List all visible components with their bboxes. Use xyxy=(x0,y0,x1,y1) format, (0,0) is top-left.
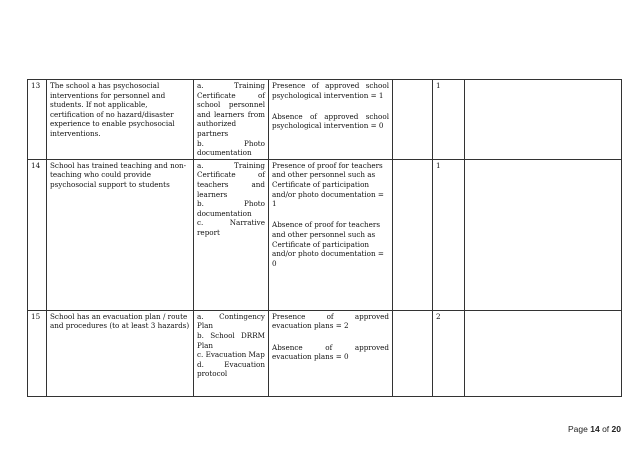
criteria-item: Absence of approved evacuation plans = 0 xyxy=(272,342,389,362)
mov-item: a. Training Certificate of teachers and learners xyxy=(197,160,265,199)
mov-item: b. Photo documentation xyxy=(197,138,265,158)
page-footer xyxy=(568,424,621,434)
points-value: 2 xyxy=(433,310,465,396)
means-of-verification xyxy=(194,310,269,396)
criteria-item: Presence of approved school psychological intervention = 1 xyxy=(272,81,389,100)
item-number: 15 xyxy=(28,310,47,396)
points-value: 1 xyxy=(433,80,465,160)
remarks-cell xyxy=(465,310,622,396)
scoring-criteria xyxy=(269,159,393,310)
mov-item: a. Contingency Plan xyxy=(197,311,265,331)
points-value: 1 xyxy=(433,159,465,310)
current-page-number: 14 xyxy=(590,424,600,434)
means-of-verification xyxy=(194,159,269,310)
mov-item: d. Evacuation protocol xyxy=(197,359,265,379)
item-number: 13 xyxy=(28,80,47,160)
remarks-cell xyxy=(465,159,622,310)
page-label: Page xyxy=(567,424,588,434)
empty-cell xyxy=(393,159,433,310)
criteria-item: Absence of proof for teachers and other personnel such as Certificate of participation and/or photo documentation = 0 xyxy=(272,220,384,268)
criteria-item: Presence of approved evacuation plans = 2 xyxy=(272,311,389,331)
criteria-item: Presence of proof for teachers and other personnel such as Certificate of participation and/or photo documentation = 1 xyxy=(272,160,384,209)
scoring-criteria xyxy=(269,310,393,396)
mov-item: a. Training Certificate of school personnel and learners from authorized partners xyxy=(197,81,265,138)
table-row xyxy=(28,80,622,160)
indicator-text: School has an evacuation plan / route and procedures (to at least 3 hazards) xyxy=(47,310,194,396)
indicator-text: School has trained teaching and non-teaching who could provide psychosocial support to students xyxy=(47,159,194,310)
total-pages-number: 20 xyxy=(611,424,621,434)
mov-item: b. Photo documentation xyxy=(197,199,265,218)
table-row xyxy=(28,310,622,396)
criteria-item: Absence of approved school psychological intervention = 0 xyxy=(272,111,389,131)
mov-item: c. Evacuation Map xyxy=(197,350,265,360)
item-number: 14 xyxy=(28,159,47,310)
scoring-criteria xyxy=(269,80,393,160)
mov-item: b. School DRRM Plan xyxy=(197,330,265,350)
indicator-text: The school a has psychosocial interventions for personnel and students. If not applicable, certification of no hazard/disaster experience to enable psychosocial interventions. xyxy=(47,80,194,160)
empty-cell xyxy=(393,80,433,160)
assessment-table xyxy=(27,79,622,397)
remarks-cell xyxy=(465,80,622,160)
empty-cell xyxy=(393,310,433,396)
mov-item: c. Narrative report xyxy=(197,218,265,237)
page-of-label: of xyxy=(602,424,610,434)
means-of-verification xyxy=(194,80,269,160)
table-row xyxy=(28,159,622,310)
